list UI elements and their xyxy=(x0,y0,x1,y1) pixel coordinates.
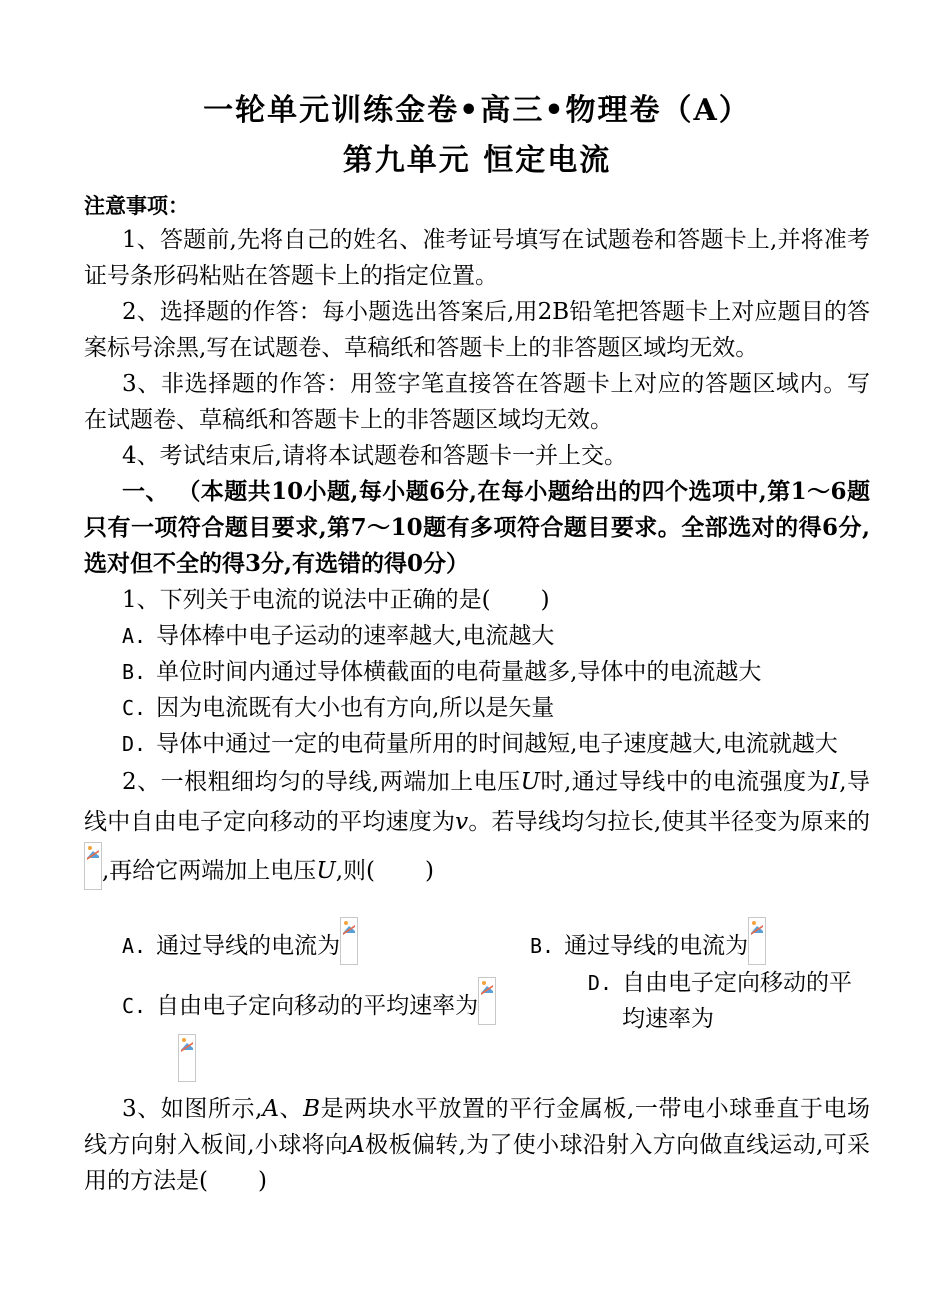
option-letter: B. xyxy=(530,934,555,958)
question-2-option-d-wrap xyxy=(84,1031,870,1085)
notice-section xyxy=(84,190,870,474)
var-i: I xyxy=(830,769,840,795)
question-2-option-a xyxy=(84,917,462,965)
notice-item-3: 3、非选择题的作答：用签字笔直接答在答题卡上对应的答题区域内。写在试题卷、草稿纸和答题卡上的非答题区域均无效。 xyxy=(84,371,870,433)
option-letter: C. xyxy=(122,994,147,1018)
option-text: 自由电子定向移动的平均速率为 xyxy=(156,993,479,1019)
option-text: 导体中通过一定的电荷量所用的时间越短,电子速度越大,电流就越大 xyxy=(156,731,838,757)
option-text: 通过导线的电流为 xyxy=(156,933,341,959)
notice-item-1: 1、答题前,先将自己的姓名、准考证号填写在试题卷和答题卡上,并将准考证号条形码粘贴在答题卡上的指定位置。 xyxy=(84,227,870,289)
var-u: U xyxy=(316,858,336,884)
option-text: 因为电流既有大小也有方向,所以是矢量 xyxy=(156,695,555,721)
question-2-options-row-1 xyxy=(84,911,870,971)
question-2-text: ,导线中自由电子定向移动的平均速度为 xyxy=(84,769,870,835)
question-3-text: 极板偏转,为了使小球沿射入方向做直线运动,可采用的方法是( xyxy=(84,1132,870,1194)
exam-page xyxy=(84,90,870,1199)
notice-heading: 注意事项： xyxy=(84,193,189,218)
unit-title: 第九单元 恒定电流 xyxy=(342,143,612,178)
broken-image-icon xyxy=(478,977,496,1025)
option-letter: D. xyxy=(587,971,612,995)
broken-image-icon xyxy=(748,917,766,965)
answer-paren-close: ) xyxy=(540,587,550,613)
question-1-option-b xyxy=(84,654,870,690)
option-letter: B. xyxy=(122,660,147,684)
var-v: v xyxy=(455,809,469,835)
option-letter: A. xyxy=(122,934,147,958)
question-2-text: ,则( xyxy=(335,858,375,884)
question-2-options-row-2 xyxy=(84,971,870,1031)
option-letter: C. xyxy=(122,696,147,720)
question-1 xyxy=(84,582,870,762)
var-a: A xyxy=(262,1096,279,1122)
answer-paren-close: ) xyxy=(257,1168,267,1194)
question-2-text: ,再给它两端加上电压 xyxy=(102,858,317,884)
option-text: 单位时间内通过导体横截面的电荷量越多,导体中的电流越大 xyxy=(156,659,762,685)
option-text: 通过导线的电流为 xyxy=(564,933,749,959)
question-1-option-c xyxy=(84,690,870,726)
question-3-stem xyxy=(84,1091,870,1199)
option-text: 自由电子定向移动的平均速率为 xyxy=(622,970,852,1032)
question-3-text: 3、如图所示, xyxy=(122,1096,263,1122)
question-2-text: 2、一根粗细均匀的导线,两端加上电压 xyxy=(122,769,521,795)
broken-image-icon xyxy=(84,842,102,890)
question-2-text: 。若导线均匀拉长,使其半径变为原来的 xyxy=(468,809,871,835)
question-2-option-c xyxy=(84,977,524,1025)
notice-item-4: 4、考试结束后,请将本试题卷和答题卡一并上交。 xyxy=(122,443,627,469)
question-3-text: 、 xyxy=(278,1096,304,1122)
option-letter: A. xyxy=(122,624,147,648)
broken-image-icon xyxy=(340,917,358,965)
answer-paren-close: ) xyxy=(425,858,434,884)
var-a: A xyxy=(348,1132,365,1158)
option-text: 导体棒中电子运动的速率越大,电流越大 xyxy=(156,623,555,649)
var-b: B xyxy=(303,1096,321,1122)
question-2-option-b xyxy=(462,917,870,965)
question-2-text: 时,通过导线中的电流强度为 xyxy=(540,769,831,795)
question-2 xyxy=(84,762,870,1085)
section-instructions: 一、 （本题共10小题,每小题6分,在每小题给出的四个选项中,第1～6题只有一项符合题目要求,第7～10题有多项符合题目要求。全部选对的得6分,选对但不全的得3分,有选错的得0分） xyxy=(84,478,870,577)
question-1-stem xyxy=(84,582,870,618)
question-2-stem xyxy=(84,762,870,891)
question-1-option-d xyxy=(84,726,870,762)
option-letter: D. xyxy=(122,732,147,756)
question-3-text: 是两块水平放置的平行金属板,一带电小球垂直于电场线方向射入板间,小球将向 xyxy=(84,1096,870,1158)
question-2-option-d xyxy=(524,965,870,1037)
page-title: 一轮单元训练金卷•高三•物理卷（A） xyxy=(203,93,751,128)
broken-image-icon xyxy=(178,1034,196,1082)
var-u: U xyxy=(520,769,541,795)
question-1-text: 1、下列关于电流的说法中正确的是( xyxy=(122,587,491,613)
question-1-option-a xyxy=(84,618,870,654)
notice-item-2: 2、选择题的作答：每小题选出答案后,用2B铅笔把答题卡上对应题目的答案标号涂黑,写在试题卷、草稿纸和答题卡上的非答题区域均无效。 xyxy=(84,299,870,361)
